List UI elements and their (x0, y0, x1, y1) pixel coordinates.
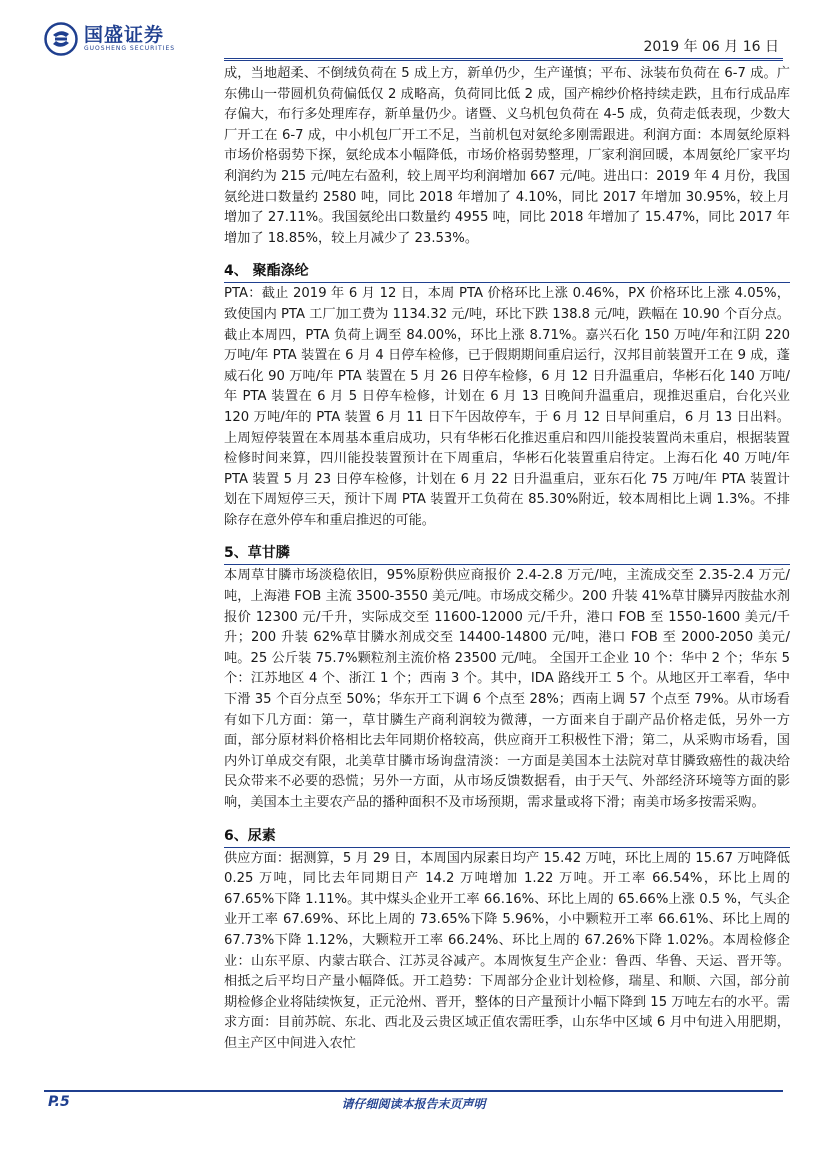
section-body-polyester: PTA：截止 2019 年 6 月 12 日，本周 PTA 价格环比上涨 0.46%，PX 价格环比上涨 4.05%，致使国内 PTA 工厂加工费为 1134.32 元/吨，环比下跌 138.8 元/吨，跌幅在 10.90 个百分点。截止本周四，PTA 负荷上调至 84.00%，环比上涨 8.71%。嘉兴石化 150 万吨/年和江阴 220 万吨/年 PTA 装置在 6 月 4 日停车检修，已于假期期间重启运行，汉邦目前装置开工在 9 成，蓬威石化 90 万吨/年 PTA 装置在 5 月 26 日停车检修，6 月 12 日升温重启，华彬石化 140 万吨/年 PTA 装置在 6 月 5 日停车检修，计划在 6 月 13 日晚间升温重启，现推迟重启，台化兴业 120 万吨/年的 PTA 装置 6 月 11 日下午因故停车，于 6 月 12 日早间重启，6 月 13 日出料。上周短停装置在本周基本重启成功，只有华彬石化推迟重启和四川能投装置尚未重启，根据装置检修时间来算，四川能投装置预计在下周重启，华彬石化装置重启待定。上海石化 40 万吨/年 PTA 装置 5 月 23 日停车检修，计划在 6 月 22 日升温重启，亚东石化 75 万吨/年 PTA 装置计划在下周短停三天，预计下周 PTA 装置开工负荷在 85.30%附近，较本周相比上调 1.3%。不排除存在意外停车和重启推迟的可能。 (224, 286, 790, 528)
logo-chinese-name: 国盛证券 (84, 24, 165, 46)
footer-divider (44, 1090, 783, 1092)
header-divider (224, 58, 783, 61)
page-number: P.5 (48, 1094, 70, 1110)
page-header (0, 0, 827, 62)
section-title-polyester: 4、 聚酯涤纶 (224, 261, 790, 283)
report-date: 2019 年 06 月 16 日 (643, 39, 779, 55)
footer-disclaimer: 请仔细阅读本报告末页声明 (341, 1097, 486, 1111)
logo-english-name: GUOSHENG SECURITIES (84, 45, 176, 52)
report-body (224, 64, 790, 1055)
section-body-glyphosate: 本周草甘膦市场淡稳依旧，95%原粉供应商报价 2.4-2.8 万元/吨，主流成交至 2.35-2.4 万元/吨，上海港 FOB 主流 3500-3550 美元/吨。市场成交稀少。200 升装 41%草甘膦异丙胺盐水剂报价 12300 元/千升，实际成交至 11600-12000 元/千升，港口 FOB 至 1550-1600 美元/千升；200 升装 62%草甘膦水剂成交至 14400-14800 元/吨，港口 FOB 至 2000-2050 美元/吨。25 公斤装 75.7%颗粒剂主流价格 23500 元/吨。 全国开工企业 10 个：华中 2 个；华东 5 个：江苏地区 4 个、浙江 1 个；西南 3 个。其中，IDA 路线开工 5 个。从地区开工率看，华中下滑 35 个百分点至 50%；华东开工下调 6 个点至 28%；西南上调 57 个点至 79%。从市场看有如下几方面：第一，草甘膦生产商利润较为微薄，一方面来自于副产品价格走低，另外一方面，部分原材料价格相比去年同期价格较高，供应商开工积极性下滑；第二，从采购市场看，国内外订单成交有限，北美草甘膦市场询盘清淡：一方面是美国本土法院对草甘膦致癌性的裁决给民众带来不必要的恐慌；另外一方面，从市场反馈数据看，由于天气、外部经济环境等方面的影响，美国本土主要农产品的播种面积不及市场预期，需求量或将下滑；南美市场多按需采购。 (224, 568, 790, 810)
section-title-glyphosate: 5、草甘膦 (224, 543, 790, 565)
logo-mark-icon (44, 22, 78, 56)
company-logo (44, 22, 175, 56)
section-body-urea: 供应方面：据测算，5 月 29 日，本周国内尿素日均产 15.42 万吨，环比上周的 15.67 万吨降低 0.25 万吨，同比去年同期日产 14.2 万吨增加 1.22 万吨。开工率 66.54%，环比上周的 67.65%下降 1.11%。其中煤头企业开工率 66.16%、环比上周的 65.66%上涨 0.5 %，气头企业开工率 67.69%、环比上周的 73.65%下降 5.96%，小中颗粒开工率 66.61%、环比上周的 67.73%下降 1.12%，大颗粒开工率 66.24%、环比上周的 67.26%下降 1.02%。本周检修企业：山东平原、内蒙古联合、江苏灵谷减产。本周恢复生产企业：鲁西、华鲁、天运、晋开等。相抵之后平均日产量小幅降低。开工趋势：下周部分企业计划检修，瑞星、和顺、六国，部分前期检修企业将陆续恢复，正元沧州、晋开，整体的日产量预计小幅下降到 15 万吨左右的水平。需求方面：目前苏皖、东北、西北及云贵区域正值农需旺季，山东华中区域 6 月中旬进入用肥期，但主产区中间进入农忙 (224, 850, 790, 1051)
section-title-urea: 6、尿素 (224, 826, 790, 848)
intro-paragraph: 成，当地超柔、不倒绒负荷在 5 成上方，新单仍少，生产谨慎；平布、泳装布负荷在 6-7 成。广东佛山一带圆机负荷偏低仅 2 成略高，负荷同比低 2 成，国产棉纱价格持续走跌，且布行成品库存偏大，布行多处理库存，新单量仍少。诸暨、义乌机包负荷在 4-5 成，负荷走低表现，少数大厂开工在 6-7 成，中小机包厂开工不足，当前机包对氨纶多刚需跟进。利润方面：本周氨纶原料市场价格弱势下探，氨纶成本小幅降低，市场价格弱势整理，厂家利润回暖，本周氨纶厂家平均利润约为 215 元/吨左右盈利，较上周平均利润增加 667 元/吨。进出口：2019 年 4 月份，我国氨纶进口数量约 2580 吨，同比 2018 年增加了 4.10%，同比 2017 年增加 30.95%，较上月增加了 27.11%。我国氨纶出口数量约 4955 吨，同比 2018 年增加了 15.47%，同比 2017 年增加了 18.85%，较上月减少了 23.53%。 (224, 66, 790, 246)
